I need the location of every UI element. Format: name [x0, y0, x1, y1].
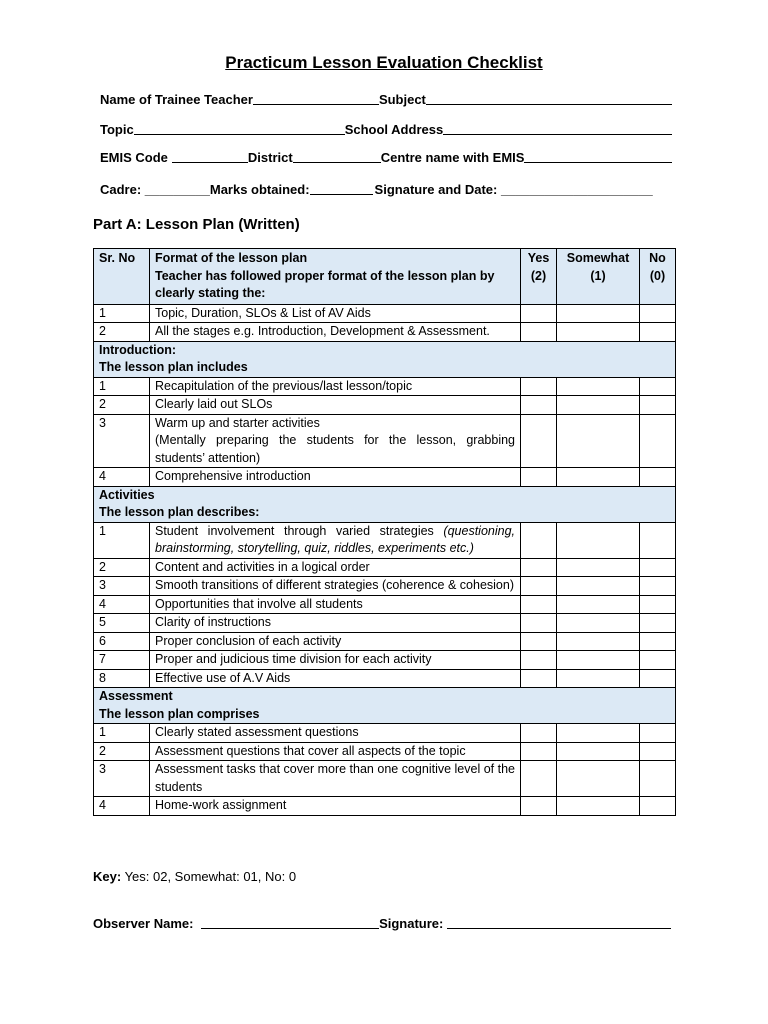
somewhat-cell[interactable] — [557, 651, 640, 670]
no-cell[interactable] — [640, 377, 676, 396]
somewhat-cell[interactable] — [557, 558, 640, 577]
row-number: 4 — [94, 595, 150, 614]
no-cell[interactable] — [640, 396, 676, 415]
row-number: 1 — [94, 377, 150, 396]
criterion-text: Content and activities in a logical order — [150, 558, 521, 577]
table-row — [94, 761, 676, 797]
row-number: 3 — [94, 414, 150, 468]
row-number: 1 — [94, 522, 150, 558]
criterion-cell — [150, 414, 521, 468]
yes-cell[interactable] — [521, 396, 557, 415]
criterion-note: (questioning, brainstorming, storytelling, quiz, riddles, experiments etc.) — [155, 523, 515, 555]
somewhat-cell[interactable] — [557, 414, 640, 468]
section-title: Activities — [99, 487, 155, 502]
emis-code-label: EMIS Code — [100, 150, 168, 165]
no-cell[interactable] — [640, 558, 676, 577]
row-number: 2 — [94, 558, 150, 577]
observer-row — [93, 911, 671, 931]
criterion-note: (Mentally preparing the students for the lesson, grabbing students’ attention) — [155, 433, 515, 465]
yes-cell[interactable] — [521, 558, 557, 577]
somewhat-cell[interactable] — [557, 614, 640, 633]
no-cell[interactable] — [640, 632, 676, 651]
district-label: District — [247, 150, 293, 165]
table-row — [94, 577, 676, 596]
table-row — [94, 595, 676, 614]
checklist-table — [93, 248, 676, 816]
centre-field[interactable] — [524, 148, 672, 163]
emis-code-field[interactable] — [172, 148, 248, 163]
yes-cell[interactable] — [521, 761, 557, 797]
key-label: Key: — [93, 869, 122, 884]
table-row — [94, 651, 676, 670]
no-cell[interactable] — [640, 724, 676, 743]
section-header-assessment — [94, 688, 676, 724]
somewhat-cell[interactable] — [557, 577, 640, 596]
header-somewhat: Somewhat (1) — [557, 249, 640, 305]
header-no: No (0) — [640, 249, 676, 305]
form-row-topic — [100, 117, 672, 137]
no-cell[interactable] — [640, 614, 676, 633]
yes-cell[interactable] — [521, 414, 557, 468]
row-number: 3 — [94, 761, 150, 797]
section-subtitle: The lesson plan comprises — [99, 706, 260, 721]
marks-field[interactable] — [310, 180, 373, 195]
no-cell[interactable] — [640, 304, 676, 323]
somewhat-cell[interactable] — [557, 742, 640, 761]
somewhat-cell[interactable] — [557, 632, 640, 651]
form-row-trainee — [100, 87, 672, 107]
observer-name-label: Observer Name: — [93, 916, 198, 931]
table-row — [94, 377, 676, 396]
row-number: 2 — [94, 396, 150, 415]
row-number: 4 — [94, 797, 150, 816]
table-row — [94, 797, 676, 816]
header-format-title: Format of the lesson plan — [155, 251, 308, 265]
trainee-label: Name of Trainee Teacher — [100, 92, 253, 107]
yes-cell[interactable] — [521, 742, 557, 761]
page-title: Practicum Lesson Evaluation Checklist — [225, 53, 543, 72]
yes-cell[interactable] — [521, 323, 557, 342]
row-number: 6 — [94, 632, 150, 651]
yes-cell[interactable] — [521, 724, 557, 743]
no-cell[interactable] — [640, 595, 676, 614]
row-number: 1 — [94, 724, 150, 743]
subject-label: Subject — [378, 92, 426, 107]
scoring-key — [93, 869, 296, 884]
observer-signature-field[interactable] — [447, 914, 671, 929]
no-cell[interactable] — [640, 522, 676, 558]
no-cell[interactable] — [640, 651, 676, 670]
part-a-heading: Part A: Lesson Plan (Written) — [93, 216, 300, 233]
yes-cell[interactable] — [521, 304, 557, 323]
row-number: 7 — [94, 651, 150, 670]
somewhat-cell[interactable] — [557, 724, 640, 743]
table-row — [94, 304, 676, 323]
school-address-label: School Address — [344, 122, 444, 137]
yes-cell[interactable] — [521, 468, 557, 487]
criterion-text: All the stages e.g. Introduction, Development & Assessment. — [150, 323, 521, 342]
criterion-text: Assessment questions that cover all aspects of the topic — [150, 742, 521, 761]
yes-cell[interactable] — [521, 522, 557, 558]
table-row — [94, 669, 676, 688]
no-cell[interactable] — [640, 761, 676, 797]
section-header-introduction — [94, 341, 676, 377]
row-number: 5 — [94, 614, 150, 633]
form-row-cadre — [100, 177, 672, 197]
yes-cell[interactable] — [521, 797, 557, 816]
somewhat-cell[interactable] — [557, 797, 640, 816]
row-number: 8 — [94, 669, 150, 688]
topic-field[interactable] — [134, 120, 345, 135]
table-header-row — [94, 249, 676, 305]
yes-cell[interactable] — [521, 614, 557, 633]
signature-date-label: Signature and Date: _____________________ — [374, 182, 653, 197]
criterion-text: Opportunities that involve all students — [150, 595, 521, 614]
marks-label: Marks obtained: — [209, 182, 310, 197]
criterion-text: Clearly laid out SLOs — [150, 396, 521, 415]
section-header-activities — [94, 486, 676, 522]
table-row — [94, 396, 676, 415]
somewhat-cell[interactable] — [557, 669, 640, 688]
no-cell[interactable] — [640, 669, 676, 688]
table-row — [94, 632, 676, 651]
district-field[interactable] — [293, 148, 381, 163]
row-number: 2 — [94, 323, 150, 342]
table-row — [94, 558, 676, 577]
table-row — [94, 742, 676, 761]
section-title: Assessment — [99, 689, 173, 703]
somewhat-cell[interactable] — [557, 304, 640, 323]
criterion-text: Smooth transitions of different strategies (coherence & cohesion) — [150, 577, 521, 596]
somewhat-cell[interactable] — [557, 323, 640, 342]
criterion-text: Comprehensive introduction — [150, 468, 521, 487]
school-address-field[interactable] — [443, 120, 672, 135]
no-cell[interactable] — [640, 797, 676, 816]
criterion-text: Topic, Duration, SLOs & List of AV Aids — [150, 304, 521, 323]
yes-cell[interactable] — [521, 669, 557, 688]
table-row — [94, 724, 676, 743]
centre-label: Centre name with EMIS — [380, 150, 525, 165]
no-cell[interactable] — [640, 468, 676, 487]
criterion-text: Clearly stated assessment questions — [150, 724, 521, 743]
yes-cell[interactable] — [521, 632, 557, 651]
topic-label: Topic — [100, 122, 134, 137]
criterion-text: Proper and judicious time division for each activity — [150, 651, 521, 670]
no-cell[interactable] — [640, 323, 676, 342]
form-row-emis — [100, 145, 672, 165]
criterion-text: Clarity of instructions — [150, 614, 521, 633]
table-row — [94, 614, 676, 633]
row-number: 3 — [94, 577, 150, 596]
somewhat-cell[interactable] — [557, 761, 640, 797]
yes-cell[interactable] — [521, 377, 557, 396]
somewhat-cell[interactable] — [557, 522, 640, 558]
no-cell[interactable] — [640, 742, 676, 761]
header-srno: Sr. No — [94, 249, 150, 305]
table-row — [94, 323, 676, 342]
trainee-name-field[interactable] — [253, 90, 379, 105]
somewhat-cell[interactable] — [557, 377, 640, 396]
criterion-text: Recapitulation of the previous/last lesson/topic — [150, 377, 521, 396]
somewhat-cell[interactable] — [557, 396, 640, 415]
yes-cell[interactable] — [521, 595, 557, 614]
criterion-text: Effective use of A.V Aids — [150, 669, 521, 688]
table-row — [94, 468, 676, 487]
yes-cell[interactable] — [521, 651, 557, 670]
criterion-text: Warm up and starter activities — [155, 415, 320, 430]
criterion-text: Proper conclusion of each activity — [150, 632, 521, 651]
criterion-text: Home-work assignment — [150, 797, 521, 816]
yes-cell[interactable] — [521, 577, 557, 596]
somewhat-cell[interactable] — [557, 468, 640, 487]
criterion-text: Student involvement through varied strategies — [155, 523, 434, 538]
header-yes: Yes (2) — [521, 249, 557, 305]
no-cell[interactable] — [640, 414, 676, 468]
table-row — [94, 522, 676, 558]
section-subtitle: The lesson plan describes: — [99, 505, 260, 519]
observer-name-field[interactable] — [201, 914, 379, 929]
somewhat-cell[interactable] — [557, 595, 640, 614]
table-row — [94, 414, 676, 468]
subject-field[interactable] — [426, 90, 672, 105]
section-title: Introduction: — [99, 342, 177, 357]
criterion-cell — [150, 522, 521, 558]
row-number: 1 — [94, 304, 150, 323]
observer-signature-label: Signature: — [379, 916, 447, 931]
header-format — [150, 249, 521, 305]
header-format-desc: Teacher has followed proper format of the lesson plan by clearly stating the: — [155, 268, 495, 300]
cadre-label: Cadre: _________ — [100, 182, 210, 197]
row-number: 2 — [94, 742, 150, 761]
key-text: Yes: 02, Somewhat: 01, No: 0 — [121, 869, 297, 884]
criterion-text: Assessment tasks that cover more than one cognitive level of the students — [150, 761, 521, 797]
section-subtitle: The lesson plan includes — [99, 360, 248, 374]
row-number: 4 — [94, 468, 150, 487]
no-cell[interactable] — [640, 577, 676, 596]
